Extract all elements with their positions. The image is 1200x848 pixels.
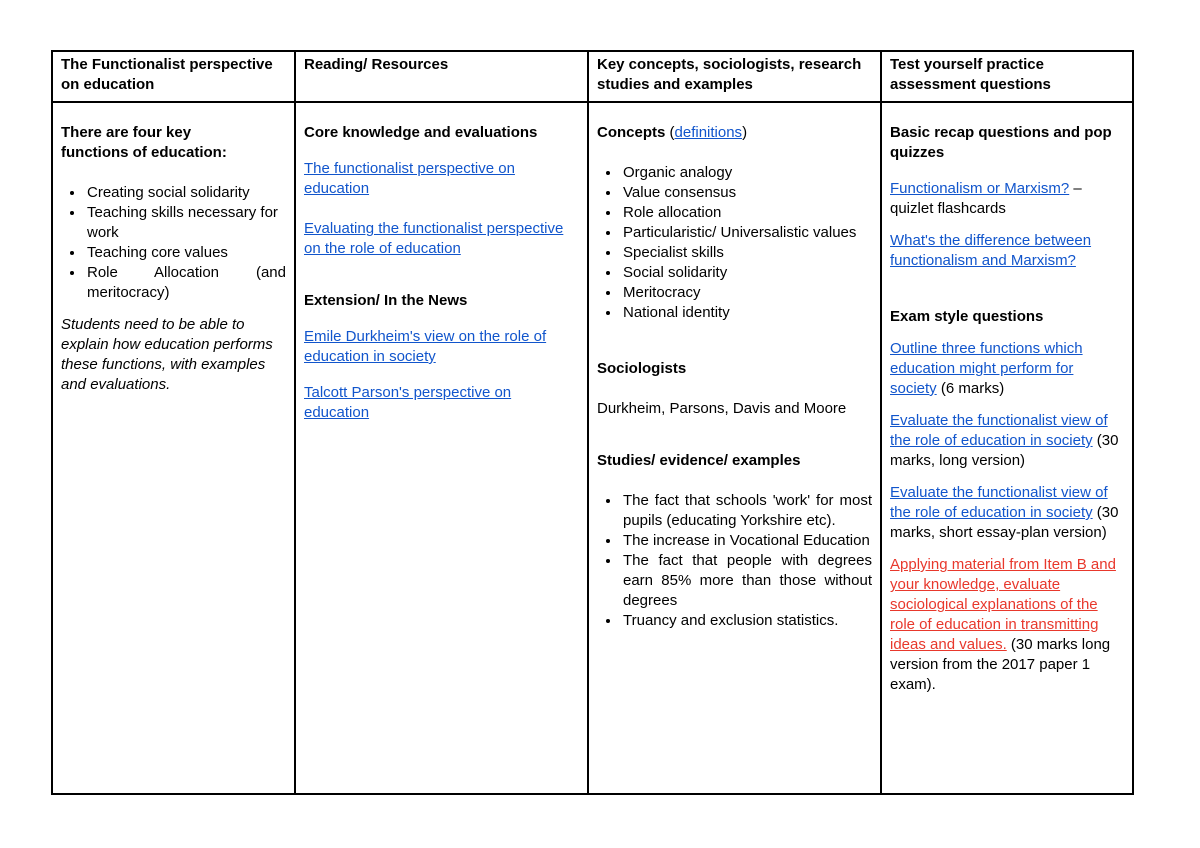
functions-cell	[52, 102, 295, 794]
list-item: • Organic analogy	[621, 163, 872, 183]
exam-heading: Exam style questions	[890, 308, 1044, 325]
list-item: • Creating social solidarity	[85, 183, 286, 203]
header-key-concepts: Key concepts, sociologists, research studies and examples	[588, 51, 881, 102]
list-item: • Meritocracy	[621, 283, 872, 303]
link-difference-functionalism-marxism[interactable]: What's the difference between functionalism and Marxism?	[890, 232, 1092, 269]
list-item: • The increase in Vocational Education	[621, 531, 872, 551]
link-functionalist-perspective[interactable]: The functionalist perspective on education	[304, 160, 515, 197]
recap-heading: Basic recap questions and pop quizzes	[890, 124, 1112, 161]
exam-question-1	[890, 339, 1124, 399]
list-item: • National identity	[621, 303, 872, 323]
exam-question-1-marks: (6 marks)	[936, 380, 1005, 397]
sociologists-heading: Sociologists	[597, 360, 687, 377]
exam-question-3	[890, 483, 1124, 543]
resource-table	[51, 50, 1134, 795]
link-durkheim-view[interactable]: Emile Durkheim's view on the role of education in society	[304, 328, 547, 365]
header-topic: The Functionalist perspective on education	[52, 51, 295, 102]
extension-heading: Extension/ In the News	[304, 292, 468, 309]
list-item: • Social solidarity	[621, 263, 872, 283]
header-row	[52, 51, 1133, 102]
studies-list	[597, 491, 872, 631]
student-note: Students need to be able to explain how education performs these functions, with examples and evaluations.	[61, 316, 273, 393]
list-item: • Teaching core values	[85, 243, 286, 263]
list-item: • Truancy and exclusion statistics.	[621, 611, 872, 631]
list-item: • The fact that schools 'work' for most pupils (educating Yorkshire etc).	[621, 491, 872, 531]
core-heading: Core knowledge and evaluations	[304, 124, 538, 141]
list-item: • Particularistic/ Universalistic values	[621, 223, 872, 243]
list-item: • Role allocation	[621, 203, 872, 223]
exam-question-2	[890, 411, 1124, 471]
concepts-heading: Concepts	[597, 124, 666, 141]
exam-question-3-marks: (30 marks, short essay-plan version)	[890, 504, 1119, 541]
header-reading: Reading/ Resources	[295, 51, 588, 102]
concepts-list	[597, 163, 872, 323]
list-item: • Value consensus	[621, 183, 872, 203]
header-test-yourself: Test yourself practice assessment questions	[881, 51, 1133, 102]
recap-item-1	[890, 179, 1124, 219]
reading-cell	[295, 102, 588, 794]
paren-open: (	[669, 124, 675, 141]
link-functionalism-or-marxism[interactable]: Functionalism or Marxism?	[890, 180, 1070, 197]
paren-close: )	[742, 124, 748, 141]
link-definitions[interactable]: definitions	[674, 124, 743, 141]
list-item: • Role Allocation (and meritocracy)	[85, 263, 286, 303]
sociologists-list: Durkheim, Parsons, Davis and Moore	[597, 400, 847, 417]
content-row	[52, 102, 1133, 794]
concepts-heading-line	[597, 123, 872, 143]
list-item: • Teaching skills necessary for work	[85, 203, 286, 243]
list-item: • The fact that people with degrees earn 85% more than those without degrees	[621, 551, 872, 611]
functions-list	[61, 183, 286, 303]
link-evaluate-functionalist-long[interactable]: Evaluate the functionalist view of the role of education in society	[890, 412, 1108, 449]
test-yourself-cell	[881, 102, 1133, 794]
exam-question-4-marks: (30 marks long version from the 2017 paper 1 exam).	[890, 636, 1111, 693]
link-outline-three-functions[interactable]: Outline three functions which education might perform for society	[890, 340, 1083, 397]
exam-question-4	[890, 555, 1124, 695]
link-evaluate-functionalist-short[interactable]: Evaluate the functionalist view of the role of education in society	[890, 484, 1108, 521]
functions-heading: There are four key functions of education:	[61, 124, 227, 161]
concepts-cell	[588, 102, 881, 794]
link-parsons-perspective[interactable]: Talcott Parson's perspective on education	[304, 384, 512, 421]
list-item: • Specialist skills	[621, 243, 872, 263]
exam-question-2-marks: (30 marks, long version)	[890, 432, 1119, 469]
recap-item-1-text: – quizlet flashcards	[890, 180, 1082, 217]
link-evaluating-functionalist[interactable]: Evaluating the functionalist perspective on the role of education	[304, 220, 564, 257]
studies-heading: Studies/ evidence/ examples	[597, 452, 801, 469]
link-applying-material-item-b[interactable]: Applying material from Item B and your knowledge, evaluate sociological explanations of the role of education in transmitting ideas and values.	[890, 556, 1116, 653]
